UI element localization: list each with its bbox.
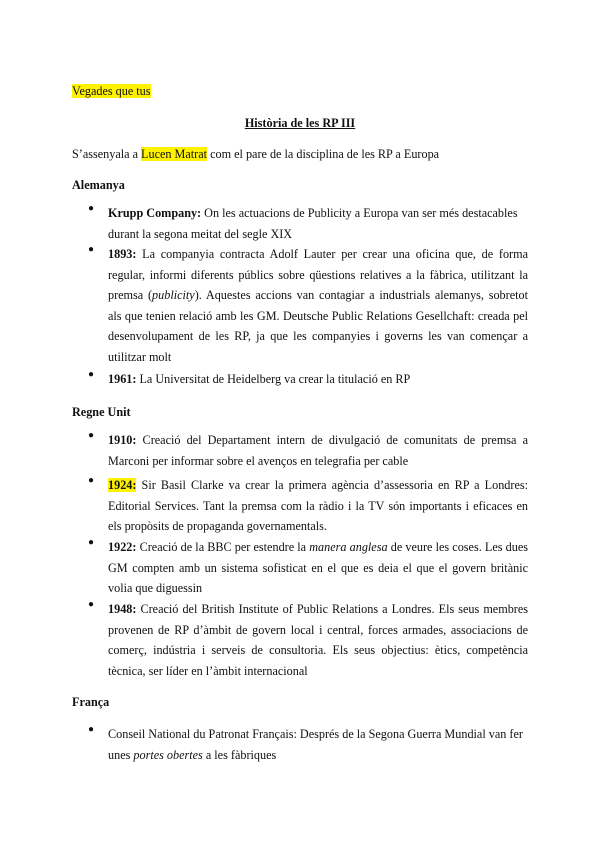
bullet-icon: ● [88, 203, 95, 214]
section-heading-regne-unit: Regne Unit [72, 405, 131, 419]
section-heading-franca: França [72, 695, 110, 709]
bullet-icon: ● [88, 599, 95, 610]
item-text: 1961: La Universitat de Heidelberg va crear la titulació en RP [108, 372, 411, 386]
item-text: 1893: La companyia contracta Adolf Lauter per crear una oficina que, de forma regular, informi diferents públics sobre qüestions relatives a la fàbrica, utilitzant la premsa (publicity). Aquestes accions van contagiar a industrials alemanys, sobretot als que tenien relació amb les GM. Deutsche Public Relations Gesellchaft: creada pel desenvolupament de les RP, ja que les companyies i governs les van començar a utilitzar molt [108, 247, 528, 364]
bullet-icon: ● [88, 724, 95, 735]
intro-text-before: S’assenyala a [72, 147, 142, 161]
note-line [72, 84, 528, 99]
item-text: 1924: Sir Basil Clarke va crear la primera agència d’assessoria en RP a Londres: Editorial Services. Tant la premsa com la ràdio i la TV són importants i eficaces en els propòsits de propaganda governamentals. [108, 478, 528, 534]
bullet-icon: ● [88, 537, 95, 548]
intro-paragraph [72, 147, 528, 162]
item-text: 1910: Creació del Departament intern de divulgació de comunitats de premsa a Marconi per informar sobre el avenços en telegrafia per cable [108, 433, 528, 468]
intro-text-after: com el pare de la disciplina de les RP a Europa [207, 147, 440, 161]
item-text: 1948: Creació del British Institute of Public Relations a Londres. Els seus membres provenen de RP d’àmbit de govern local i central, forces armades, associacions de comerç, indústria i serveis de consultoria. Els seus objectius: ètics, competència tècnica, ser líder en l’àmbit internacional [108, 602, 528, 678]
item-text: Conseil National du Patronat Français: Després de la Segona Guerra Mundial van fer unes portes obertes a les fàbriques [108, 727, 523, 762]
bullet-icon: ● [88, 244, 95, 255]
bullet-icon: ● [88, 430, 95, 441]
section-heading-alemanya: Alemanya [72, 178, 125, 192]
item-text: Krupp Company: On les actuacions de Publicity a Europa van ser més destacables durant la segona meitat del segle XIX [108, 206, 518, 241]
bullet-icon: ● [88, 475, 95, 486]
bullet-icon: ● [88, 369, 95, 380]
item-text: 1922: Creació de la BBC per estendre la manera anglesa de veure les coses. Les dues GM compten amb un sistema sofisticat en el que es deia el que el govern britànic volia que diguessin [108, 540, 528, 596]
highlighted-note: Vegades que tus [72, 84, 151, 98]
page-title: Història de les RP III [244, 116, 356, 130]
intro-highlight: Lucen Matrat [141, 147, 208, 161]
